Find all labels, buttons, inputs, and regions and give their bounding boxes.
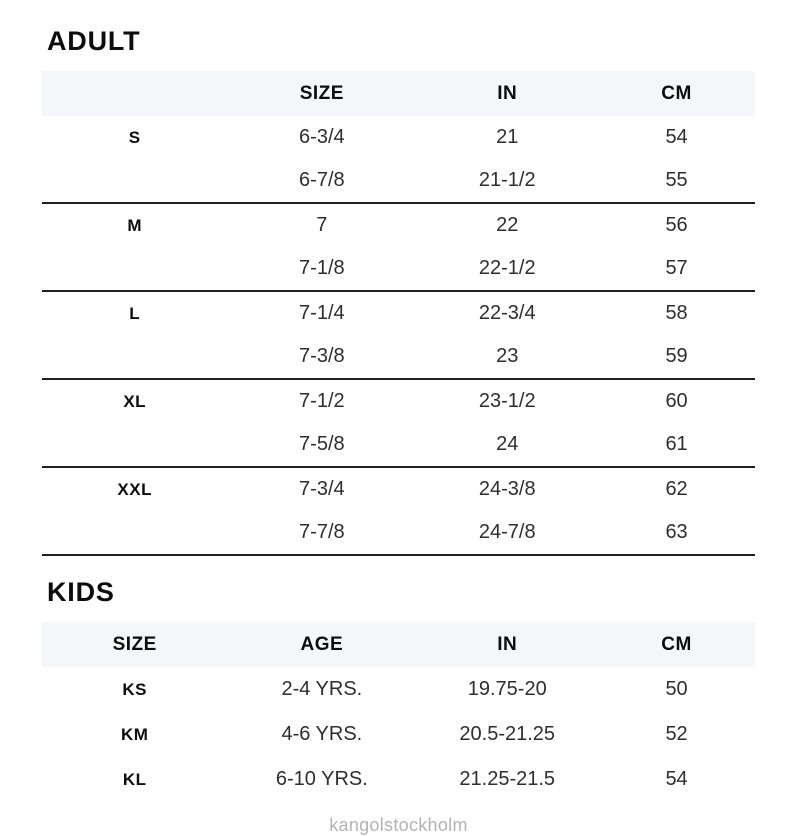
cell-cm: 54	[665, 126, 688, 148]
cell-size: 7-1/8	[227, 247, 416, 291]
header-cell-cm: CM	[598, 622, 755, 667]
table-row	[42, 757, 755, 802]
cell-cm: 62	[665, 478, 688, 500]
brand-footer-text: kangolstockholm	[329, 815, 468, 835]
cell-cm: 55	[598, 159, 755, 203]
kids-section	[42, 577, 755, 802]
table-row	[42, 712, 755, 757]
table-row	[42, 511, 755, 555]
header-cell-size: SIZE	[227, 71, 416, 116]
size-group-label	[42, 159, 227, 203]
cell-in: 23	[416, 335, 598, 379]
cell-cm: 58	[665, 302, 688, 324]
cell-cm: 50	[665, 678, 688, 700]
kids-table-header	[42, 622, 755, 667]
kids-table-body	[42, 667, 755, 802]
size-group-label	[42, 335, 227, 379]
cell-size: 7-1/4	[299, 302, 345, 324]
table-row	[42, 335, 755, 379]
cell-in: 22-3/4	[478, 302, 536, 324]
cell-in: 24-7/8	[416, 511, 598, 555]
cell-in: 23-1/2	[478, 390, 536, 412]
size-group-label	[42, 511, 227, 555]
size-group-label: XL	[123, 391, 147, 411]
cell-in: 22	[496, 214, 519, 236]
table-row	[42, 203, 755, 247]
cell-size: 7-3/8	[227, 335, 416, 379]
table-row	[42, 247, 755, 291]
cell-cm: 56	[665, 214, 688, 236]
cell-age: 4-6 YRS.	[281, 723, 363, 745]
cell-size: 7-3/4	[299, 478, 345, 500]
size-group-label: KS	[122, 679, 147, 699]
cell-cm: 54	[665, 768, 688, 790]
cell-cm: 59	[598, 335, 755, 379]
cell-size: 7-5/8	[227, 423, 416, 467]
table-row	[42, 116, 755, 159]
cell-in: 21	[496, 126, 519, 148]
cell-in: 19.75-20	[467, 678, 547, 700]
adult-table-header	[42, 71, 755, 116]
kids-section-title: KIDS	[47, 577, 115, 607]
size-group-label: XXL	[117, 479, 152, 499]
table-row	[42, 423, 755, 467]
cell-in: 21.25-21.5	[459, 768, 556, 790]
size-group-label: KL	[122, 769, 147, 789]
header-cell-size: SIZE	[42, 622, 227, 667]
header-row	[42, 622, 755, 667]
cell-size: 7-7/8	[227, 511, 416, 555]
cell-in: 20.5-21.25	[459, 723, 556, 745]
header-cell-in: IN	[416, 71, 598, 116]
table-row	[42, 159, 755, 203]
cell-cm: 63	[598, 511, 755, 555]
size-group-label: S	[128, 127, 141, 147]
adult-size-table	[42, 71, 755, 556]
cell-size: 6-3/4	[299, 126, 345, 148]
size-group-label	[42, 247, 227, 291]
size-group-label: KM	[120, 724, 149, 744]
cell-age: 6-10 YRS.	[275, 768, 368, 790]
size-group-label: M	[127, 215, 143, 235]
table-row	[42, 291, 755, 335]
kids-size-table	[42, 622, 755, 802]
size-group-label	[42, 423, 227, 467]
adult-table-body	[42, 116, 755, 555]
adult-section-title: ADULT	[47, 26, 141, 56]
cell-size: 6-7/8	[227, 159, 416, 203]
header-row	[42, 71, 755, 116]
header-cell-cm: CM	[598, 71, 755, 116]
header-cell-in: IN	[416, 622, 598, 667]
size-group-label: L	[129, 303, 141, 323]
table-row	[42, 667, 755, 712]
cell-age: 2-4 YRS.	[281, 678, 363, 700]
cell-in: 22-1/2	[416, 247, 598, 291]
cell-in: 24-3/8	[478, 478, 536, 500]
cell-size: 7	[316, 214, 328, 236]
cell-in: 21-1/2	[416, 159, 598, 203]
cell-cm: 61	[598, 423, 755, 467]
cell-size: 7-1/2	[299, 390, 345, 412]
cell-cm: 57	[598, 247, 755, 291]
table-row	[42, 379, 755, 423]
cell-cm: 60	[665, 390, 688, 412]
table-row	[42, 467, 755, 511]
header-cell-age: AGE	[227, 622, 416, 667]
header-cell-blank	[42, 71, 227, 116]
cell-in: 24	[416, 423, 598, 467]
cell-cm: 52	[665, 723, 688, 745]
